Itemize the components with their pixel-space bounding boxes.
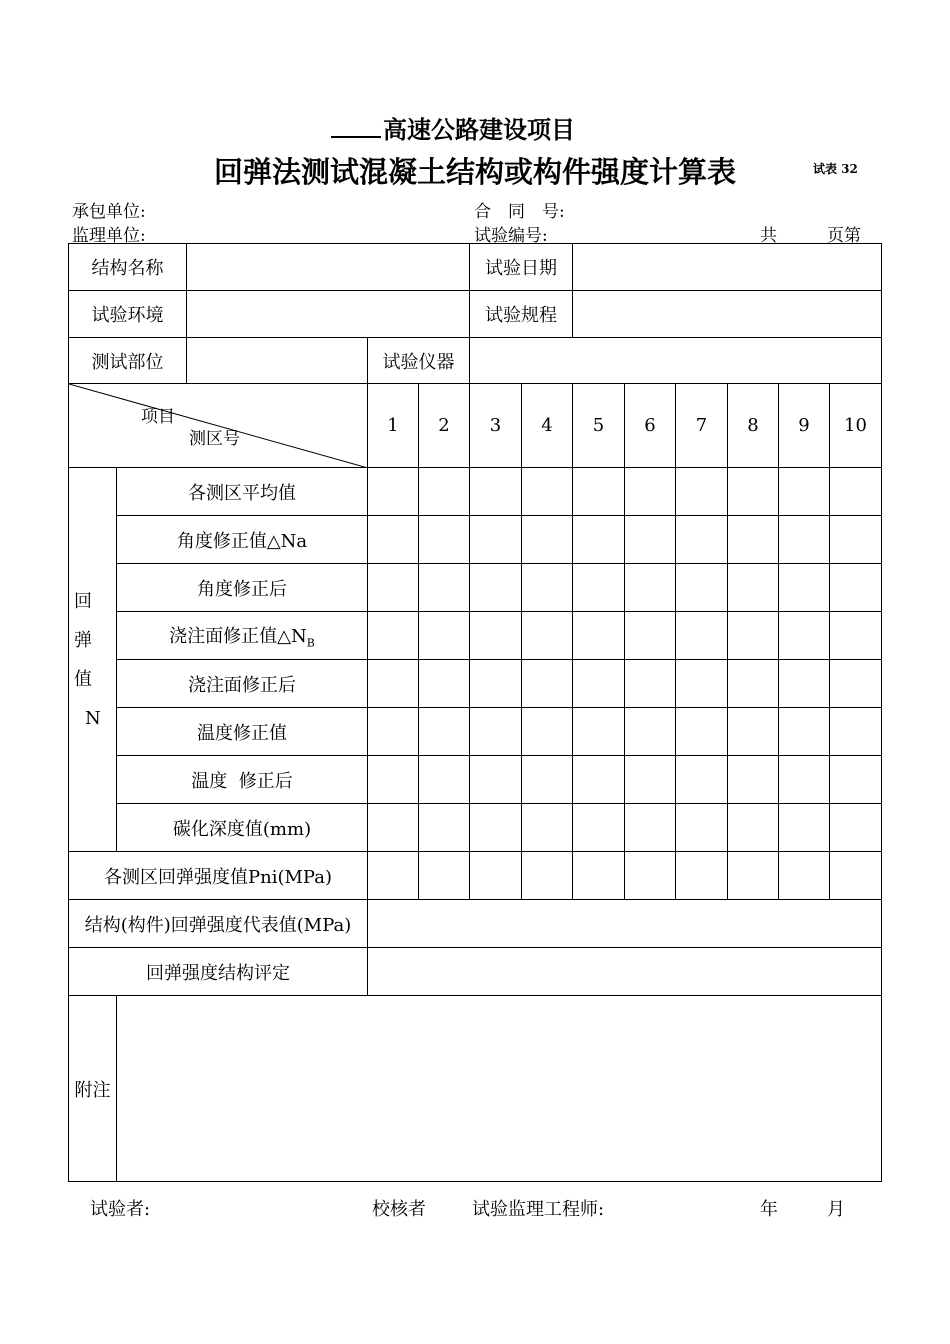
value-cell[interactable] xyxy=(779,756,830,804)
zone-number: 8 xyxy=(728,384,779,468)
value-cell[interactable] xyxy=(573,564,625,612)
rebound-row-label: 温度修正值 xyxy=(117,708,368,756)
value-cell[interactable] xyxy=(573,804,625,852)
value-cell[interactable] xyxy=(368,516,419,564)
value-cell[interactable] xyxy=(522,804,573,852)
rebound-row xyxy=(69,564,882,612)
value-cell[interactable] xyxy=(419,852,470,900)
value-cell[interactable] xyxy=(368,468,419,516)
evaluation-row xyxy=(69,948,882,996)
test-instrument-label: 试验仪器 xyxy=(368,338,470,384)
value-cell[interactable] xyxy=(470,516,522,564)
zone-number: 6 xyxy=(625,384,676,468)
value-cell[interactable] xyxy=(728,468,779,516)
value-cell[interactable] xyxy=(419,660,470,708)
value-cell[interactable] xyxy=(779,852,830,900)
zone-header-row xyxy=(69,384,882,468)
value-cell[interactable] xyxy=(676,756,728,804)
rebound-row-label: 浇注面修正值$\triangle N_B$ xyxy=(117,612,368,660)
value-cell[interactable] xyxy=(830,708,882,756)
supervising-engineer-label: 试验监理工程师: xyxy=(472,1199,605,1220)
zone-number: 1 xyxy=(368,384,419,468)
value-cell[interactable] xyxy=(779,708,830,756)
remarks-row xyxy=(69,996,882,1182)
evaluation-label: 回弹强度结构评定 xyxy=(69,948,368,996)
value-cell[interactable] xyxy=(573,708,625,756)
value-cell[interactable] xyxy=(522,564,573,612)
test-date-label: 试验日期 xyxy=(470,244,573,291)
rebound-row-label: 角度修正后 xyxy=(117,564,368,612)
rebound-row-label: 角度修正值△Na xyxy=(117,516,368,564)
rebound-row xyxy=(69,612,882,660)
value-cell[interactable] xyxy=(573,516,625,564)
evaluation-value[interactable] xyxy=(368,948,882,996)
value-cell[interactable] xyxy=(728,756,779,804)
value-cell[interactable] xyxy=(676,468,728,516)
test-location-value[interactable] xyxy=(187,338,368,384)
value-cell[interactable] xyxy=(676,612,728,660)
value-cell[interactable] xyxy=(573,756,625,804)
rebound-row-label: 温度 修正后 xyxy=(117,756,368,804)
info-row-3 xyxy=(69,338,882,384)
page-current-label: 页第 xyxy=(827,226,861,246)
value-cell[interactable] xyxy=(779,660,830,708)
value-cell[interactable] xyxy=(470,564,522,612)
value-cell[interactable] xyxy=(830,852,882,900)
rebound-group-char: 回 xyxy=(74,590,92,612)
value-cell[interactable] xyxy=(779,612,830,660)
value-cell[interactable] xyxy=(419,708,470,756)
zone-number: 2 xyxy=(419,384,470,468)
rebound-group-label xyxy=(69,468,117,852)
tester-label: 试验者: xyxy=(90,1199,151,1220)
value-cell[interactable] xyxy=(676,516,728,564)
value-cell[interactable] xyxy=(625,468,676,516)
rebound-group-char: 值 xyxy=(74,668,92,690)
value-cell[interactable] xyxy=(625,804,676,852)
value-cell[interactable] xyxy=(728,660,779,708)
value-cell[interactable] xyxy=(830,804,882,852)
value-cell[interactable] xyxy=(368,660,419,708)
rebound-row xyxy=(69,708,882,756)
rebound-row-label: 浇注面修正后 xyxy=(117,660,368,708)
representative-strength-label: 结构(构件)回弹强度代表值(MPa) xyxy=(69,900,368,948)
zone-number: 7 xyxy=(676,384,728,468)
rebound-row xyxy=(69,468,882,516)
corner-zone-label: 测区号 xyxy=(189,429,240,449)
value-cell[interactable] xyxy=(830,564,882,612)
value-cell[interactable] xyxy=(368,756,419,804)
value-cell[interactable] xyxy=(676,708,728,756)
value-cell[interactable] xyxy=(676,852,728,900)
value-cell[interactable] xyxy=(522,708,573,756)
value-cell[interactable] xyxy=(419,564,470,612)
value-cell[interactable] xyxy=(728,612,779,660)
rebound-group-char: N xyxy=(85,707,101,729)
value-cell[interactable] xyxy=(470,852,522,900)
zone-strength-label: 各测区回弹强度值Pni(MPa) xyxy=(69,852,368,900)
value-cell[interactable] xyxy=(728,516,779,564)
value-cell[interactable] xyxy=(522,660,573,708)
info-row-1 xyxy=(69,244,882,291)
test-environment-value[interactable] xyxy=(187,291,470,338)
test-procedure-value[interactable] xyxy=(573,291,882,338)
test-procedure-label: 试验规程 xyxy=(470,291,573,338)
zone-number: 4 xyxy=(522,384,573,468)
value-cell[interactable] xyxy=(625,708,676,756)
value-cell[interactable] xyxy=(728,564,779,612)
value-cell[interactable] xyxy=(779,804,830,852)
value-cell[interactable] xyxy=(779,564,830,612)
value-cell[interactable] xyxy=(625,612,676,660)
value-cell[interactable] xyxy=(830,612,882,660)
rebound-row xyxy=(69,804,882,852)
value-cell[interactable] xyxy=(779,516,830,564)
zone-number: 9 xyxy=(779,384,830,468)
test-environment-label: 试验环境 xyxy=(69,291,187,338)
rebound-row xyxy=(69,756,882,804)
year-label: 年 xyxy=(760,1199,778,1220)
value-cell[interactable] xyxy=(419,468,470,516)
zone-number: 5 xyxy=(573,384,625,468)
value-cell[interactable] xyxy=(728,708,779,756)
value-cell[interactable] xyxy=(368,804,419,852)
month-label: 月 xyxy=(827,1199,845,1220)
remarks-label: 附注 xyxy=(69,996,117,1182)
value-cell[interactable] xyxy=(419,612,470,660)
value-cell[interactable] xyxy=(830,756,882,804)
corner-header-cell xyxy=(69,384,368,468)
page-total-label: 共 xyxy=(760,226,777,246)
value-cell[interactable] xyxy=(728,852,779,900)
value-cell[interactable] xyxy=(728,804,779,852)
value-cell[interactable] xyxy=(419,516,470,564)
value-cell[interactable] xyxy=(470,468,522,516)
test-instrument-value[interactable] xyxy=(470,338,882,384)
value-cell[interactable] xyxy=(573,612,625,660)
form-title: 回弹法测试混凝土结构或构件强度计算表 xyxy=(213,155,736,189)
value-cell[interactable] xyxy=(779,468,830,516)
value-cell[interactable] xyxy=(625,516,676,564)
structure-name-value[interactable] xyxy=(187,244,470,291)
value-cell[interactable] xyxy=(676,804,728,852)
value-cell[interactable] xyxy=(830,660,882,708)
value-cell[interactable] xyxy=(573,852,625,900)
test-date-value[interactable] xyxy=(573,244,882,291)
value-cell[interactable] xyxy=(368,708,419,756)
value-cell[interactable] xyxy=(470,660,522,708)
structure-name-label: 结构名称 xyxy=(69,244,187,291)
value-cell[interactable] xyxy=(470,708,522,756)
value-cell[interactable] xyxy=(368,612,419,660)
value-cell[interactable] xyxy=(625,852,676,900)
contract-no-label: 合 同 号: xyxy=(474,202,565,222)
value-cell[interactable] xyxy=(470,756,522,804)
value-cell[interactable] xyxy=(522,516,573,564)
value-cell[interactable] xyxy=(830,468,882,516)
value-cell[interactable] xyxy=(676,660,728,708)
value-cell[interactable] xyxy=(625,660,676,708)
value-cell[interactable] xyxy=(470,612,522,660)
subscript-b: B xyxy=(306,636,315,650)
representative-strength-value[interactable] xyxy=(368,900,882,948)
rebound-row xyxy=(69,660,882,708)
representative-strength-row xyxy=(69,900,882,948)
value-cell[interactable] xyxy=(573,468,625,516)
test-no-label: 试验编号: xyxy=(474,226,548,246)
value-cell[interactable] xyxy=(419,804,470,852)
value-cell[interactable] xyxy=(522,612,573,660)
project-title: 高速公路建设项目 xyxy=(0,110,906,145)
calculation-table xyxy=(68,243,882,1182)
value-cell[interactable] xyxy=(830,516,882,564)
rebound-row xyxy=(69,516,882,564)
checker-label: 校核者 xyxy=(372,1199,426,1220)
test-location-label: 测试部位 xyxy=(69,338,187,384)
form-number: 试表 32 xyxy=(813,162,858,176)
rebound-row-label: 碳化深度值(mm) xyxy=(117,804,368,852)
value-cell[interactable] xyxy=(368,564,419,612)
zone-number: 3 xyxy=(470,384,522,468)
supervisor-label: 监理单位: xyxy=(72,226,146,246)
value-cell[interactable] xyxy=(470,804,522,852)
value-cell[interactable] xyxy=(573,660,625,708)
zone-number: 10 xyxy=(830,384,882,468)
value-cell[interactable] xyxy=(676,564,728,612)
remarks-value[interactable] xyxy=(117,996,882,1182)
value-cell[interactable] xyxy=(368,852,419,900)
value-cell[interactable] xyxy=(419,756,470,804)
project-name-blank xyxy=(331,136,381,138)
value-cell[interactable] xyxy=(522,852,573,900)
zone-strength-row xyxy=(69,852,882,900)
value-cell[interactable] xyxy=(625,564,676,612)
value-cell[interactable] xyxy=(522,468,573,516)
rebound-row-label: 各测区平均值 xyxy=(117,468,368,516)
value-cell[interactable] xyxy=(522,756,573,804)
info-row-2 xyxy=(69,291,882,338)
contractor-label: 承包单位: xyxy=(72,202,146,222)
rebound-group-char: 弹 xyxy=(74,629,92,651)
corner-item-label: 项目 xyxy=(141,407,175,427)
value-cell[interactable] xyxy=(625,756,676,804)
